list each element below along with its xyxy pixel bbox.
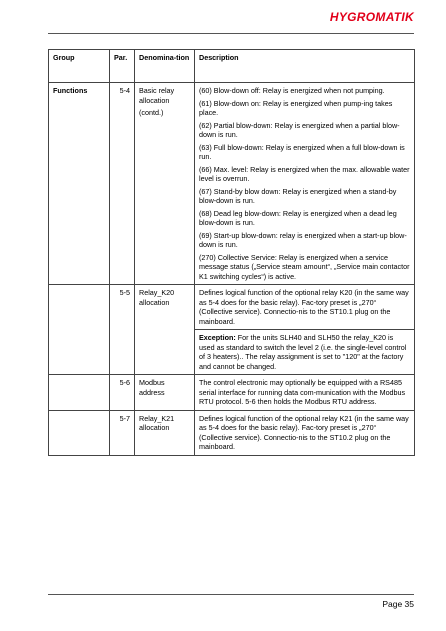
description-item: (66) Max. level: Relay is energized when the max. allowable water level is overrun. [199,164,410,183]
cell-divider [195,329,414,330]
hygromatik-logo: HYGROMATIK [329,10,414,24]
denomination-contd: (contd.) [139,108,164,117]
description-cell [195,83,415,285]
denomination-text: Relay_K21 allocation [139,413,175,432]
description-item: (270) Collective Service: Relay is energized when a service message status („Service steam amount“, „Service main contactor K1 switching cycles“) is active. [199,252,410,281]
par-cell: 5-6 [110,375,135,411]
description-item: (60) Blow-down off: Relay is energized when not pumping. [199,86,385,95]
footer-rule [48,594,414,595]
page-number: Page 35 [382,599,414,609]
denomination-cell [135,285,195,375]
description-cell [195,285,415,375]
denomination-cell [135,83,195,285]
description-item: (68) Dead leg blow-down: Relay is energized when a dead leg blow-down is run. [199,208,397,227]
description-cell [195,375,415,411]
column-header-group: Group [49,50,110,83]
table-row [49,410,415,455]
exception-text: For the units SLH40 and SLH50 the relay_K20 is used as standard to switch the level 2 (i.e. the single-level control of 3 heaters).. The relay assignment is set to "120" at the factory and cannot be changed. [199,333,407,371]
denomination-text: Relay_K20 allocation [139,288,175,307]
description-item: The control electronic may optionally be equipped with a RS485 serial interface for running data com-munication with the Modbus RTU protocol. 5-6 then holds the Modbus RTU address. [199,378,406,406]
table-row [49,375,415,411]
table-row [49,285,415,375]
group-cell: Functions [49,83,110,285]
group-cell [49,410,110,455]
denomination-cell [135,410,195,455]
par-cell: 5-7 [110,410,135,455]
header-rule [48,33,414,34]
column-header-description: Description [195,50,415,83]
description-item: (62) Partial blow-down: Relay is energized when a partial blow-down is run. [199,120,400,139]
description-item: (69) Start-up blow-down: relay is energized when a start-up blow-down is run. [199,230,407,249]
exception-label: Exception: [199,333,236,342]
column-header-denomination: Denomina-tion [135,50,195,83]
group-cell [49,285,110,375]
description-item: Defines logical function of the optional relay K20 (in the same way as 5-4 does for the basic relay). Fac-tory preset is „270“ (Collective service). Connectio-nis to the ST10.1 plug on the mainboard. [199,288,409,326]
denomination-text: Basic relay allocation [139,86,175,105]
description-cell [195,410,415,455]
parameter-table [48,49,415,456]
denomination-cell [135,375,195,411]
group-cell [49,375,110,411]
table-row [49,83,415,285]
par-cell: 5-5 [110,285,135,375]
description-item: (67) Stand-by blow down: Relay is energized when a stand-by blow-down is run. [199,186,397,205]
description-item: Defines logical function of the optional relay K21 (in the same way as 5-4 does for the basic relay). Fac-tory preset is „270“ (Collective service). Connectio-nis to the ST10.2 plug on the mainboard. [199,413,409,451]
table-header-row [49,50,415,83]
description-item: (61) Blow-down on: Relay is energized when pump-ing takes place. [199,98,393,117]
denomination-text: Modbus address [139,378,165,397]
column-header-par: Par. [110,50,135,83]
exception-note [199,333,410,371]
par-cell: 5-4 [110,83,135,285]
description-item: (63) Full blow-down: Relay is energized when a full blow-down is run. [199,142,405,161]
